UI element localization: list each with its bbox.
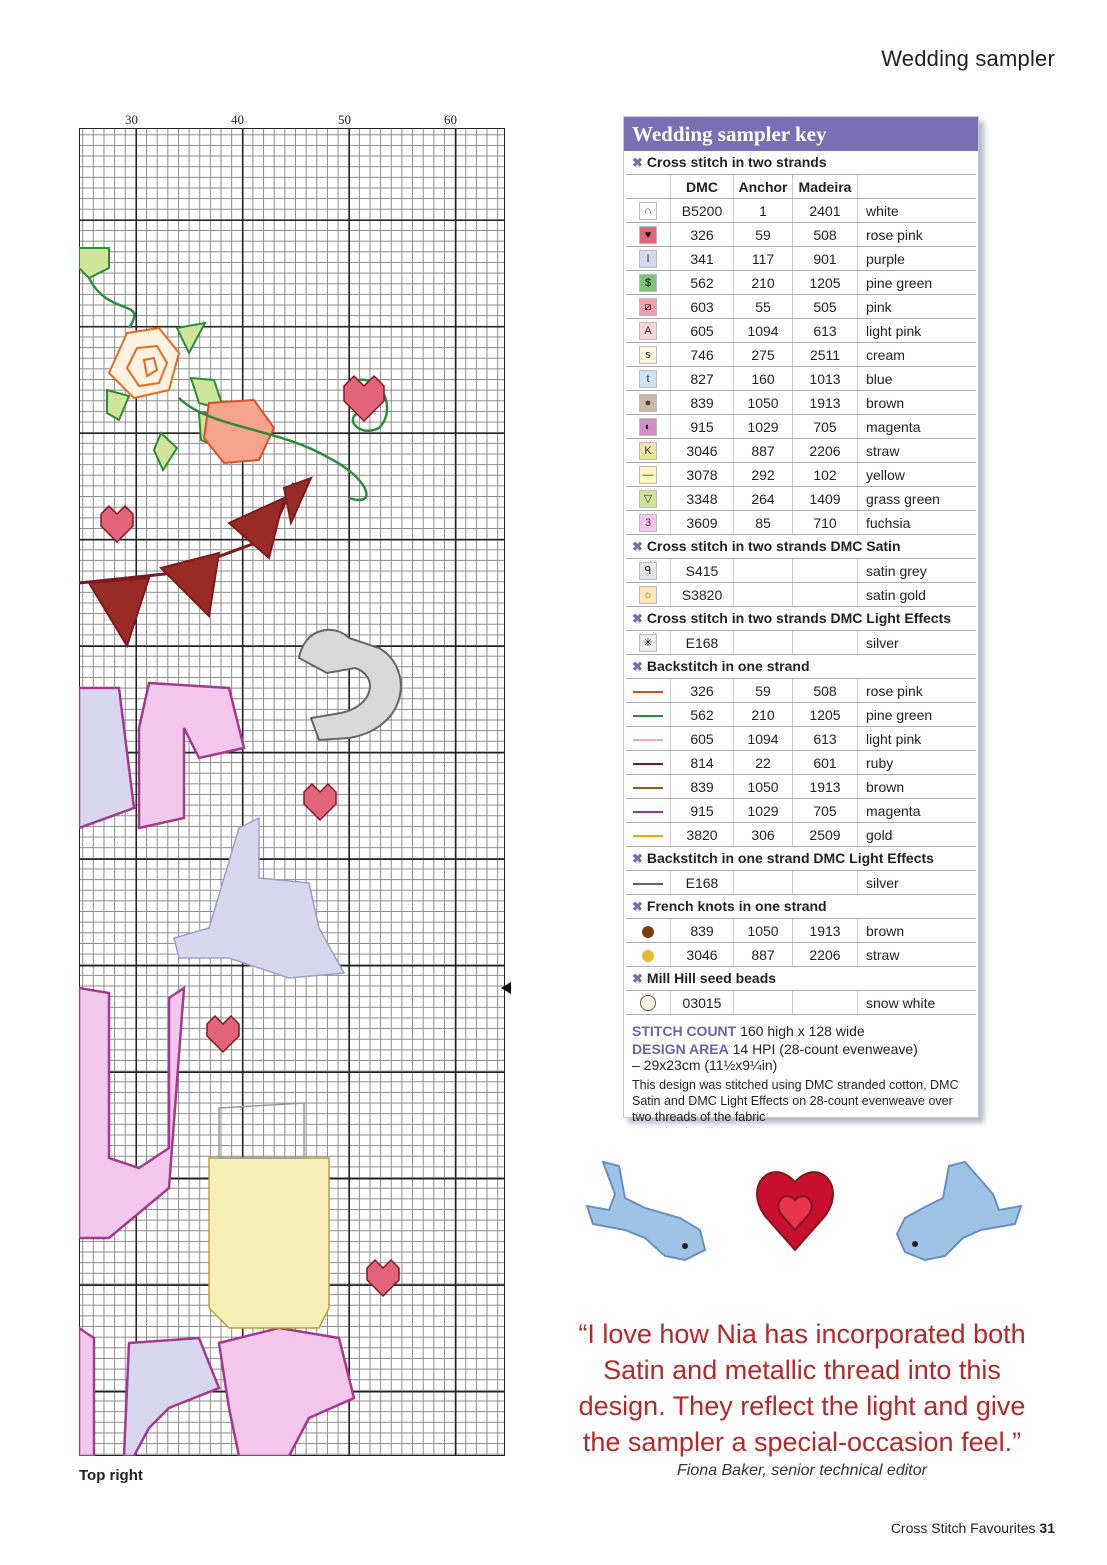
colour-name: blue [858, 367, 977, 391]
stitched-heart [757, 1172, 833, 1250]
madeira-code: 102 [793, 463, 858, 487]
stitch-symbol-icon: A [639, 322, 657, 340]
backstitch-line-icon [633, 763, 663, 765]
backstitch-line-icon [633, 811, 663, 813]
stitch-symbol-icon: I [639, 250, 657, 268]
anchor-code: 55 [734, 295, 793, 319]
colour-name: silver [858, 871, 977, 895]
anchor-code [734, 559, 793, 583]
key-row [626, 775, 976, 799]
anchor-code: 210 [734, 703, 793, 727]
anchor-code: 1094 [734, 319, 793, 343]
anchor-code [734, 871, 793, 895]
key-section-heading [626, 655, 976, 679]
madeira-code: 505 [793, 295, 858, 319]
bird-eye-left [682, 1243, 688, 1249]
anchor-code [734, 583, 793, 607]
stitch-symbol-icon: ● [639, 394, 657, 412]
key-section-title: Backstitch in one strand [646, 658, 810, 674]
colour-name: ruby [858, 751, 977, 775]
key-row [626, 439, 976, 463]
anchor-code: 306 [734, 823, 793, 847]
colour-name: pink [858, 295, 977, 319]
colour-name: magenta [858, 415, 977, 439]
key-row [626, 583, 976, 607]
anchor-code: 1050 [734, 391, 793, 415]
key-section-title: French knots in one strand [646, 898, 827, 914]
cross-icon: ✖ [632, 851, 643, 866]
key-row [626, 391, 976, 415]
colour-name: gold [858, 823, 977, 847]
anchor-code: 275 [734, 343, 793, 367]
key-row [626, 367, 976, 391]
madeira-code: 1913 [793, 391, 858, 415]
wedding-sampler-key [623, 116, 979, 1124]
madeira-code: 710 [793, 511, 858, 535]
dmc-code: 341 [671, 247, 734, 271]
anchor-code: 1050 [734, 919, 793, 943]
key-row [626, 487, 976, 511]
colour-name: satin grey [858, 559, 977, 583]
madeira-code: 2509 [793, 823, 858, 847]
cross-icon: ✖ [632, 971, 643, 986]
key-section-heading [626, 847, 976, 871]
key-row [626, 559, 976, 583]
key-section-title: Cross stitch in two strands DMC Light Effects [646, 610, 952, 626]
key-section-title: Cross stitch in two strands [646, 154, 827, 170]
colour-name: snow white [858, 991, 977, 1015]
colour-name: pine green [858, 703, 977, 727]
anchor-code: 887 [734, 439, 793, 463]
anchor-code: 264 [734, 487, 793, 511]
colour-name: light pink [858, 319, 977, 343]
column-number: 40 [231, 112, 244, 127]
colour-name: brown [858, 391, 977, 415]
key-row [626, 991, 976, 1015]
key-section-heading [626, 895, 976, 919]
key-row [626, 799, 976, 823]
dmc-code: 3078 [671, 463, 734, 487]
madeira-code: 1913 [793, 919, 858, 943]
colour-name: pine green [858, 271, 977, 295]
madeira-code [793, 583, 858, 607]
colour-name: fuchsia [858, 511, 977, 535]
colour-name: brown [858, 919, 977, 943]
bird-eye-right [912, 1241, 918, 1247]
colour-name: yellow [858, 463, 977, 487]
cross-icon: ✖ [632, 659, 643, 674]
dmc-code: E168 [671, 631, 734, 655]
colour-name: rose pink [858, 679, 977, 703]
stitch-symbol-icon: ⧄ [639, 298, 657, 316]
key-row [626, 631, 976, 655]
stitch-symbol-icon: ᑫ [639, 562, 657, 580]
madeira-code: 508 [793, 679, 858, 703]
madeira-code: 705 [793, 415, 858, 439]
anchor-code: 210 [734, 271, 793, 295]
design-area-size: – 29x23cm (11½x9¼in) [632, 1057, 778, 1073]
colour-name: silver [858, 631, 977, 655]
quote-attribution: Fiona Baker, senior technical editor [677, 1462, 927, 1479]
anchor-code: 85 [734, 511, 793, 535]
colour-name: white [858, 199, 977, 223]
dmc-code: 603 [671, 295, 734, 319]
key-section-title: Cross stitch in two strands DMC Satin [646, 538, 901, 554]
madeira-code: 2206 [793, 439, 858, 463]
dmc-code: 605 [671, 727, 734, 751]
key-section-heading [626, 535, 976, 559]
stitch-symbol-icon: ♥ [639, 226, 657, 244]
key-row [626, 727, 976, 751]
dmc-code: 839 [671, 919, 734, 943]
design-area [624, 1039, 978, 1073]
colour-name: satin gold [858, 583, 977, 607]
stitch-symbol-icon: ✳ [639, 634, 657, 652]
madeira-code: 1913 [793, 775, 858, 799]
dmc-code: S3820 [671, 583, 734, 607]
key-row [626, 823, 976, 847]
colour-name: cream [858, 343, 977, 367]
madeira-code: 508 [793, 223, 858, 247]
key-row [626, 223, 976, 247]
colour-name: rose pink [858, 223, 977, 247]
madeira-code [793, 991, 858, 1015]
seed-bead-icon [640, 995, 656, 1011]
key-row [626, 319, 976, 343]
dmc-code: 605 [671, 319, 734, 343]
anchor-code: 1029 [734, 799, 793, 823]
backstitch-line-icon [633, 691, 663, 693]
madeira-code: 1205 [793, 703, 858, 727]
dmc-code: 03015 [671, 991, 734, 1015]
anchor-code: 59 [734, 679, 793, 703]
colour-name: magenta [858, 799, 977, 823]
orange-rose [109, 328, 179, 398]
dmc-code: 814 [671, 751, 734, 775]
backstitch-line-icon [633, 739, 663, 741]
anchor-code: 59 [734, 223, 793, 247]
colour-name: straw [858, 439, 977, 463]
dmc-code: 746 [671, 343, 734, 367]
madeira-code [793, 871, 858, 895]
dmc-code: 326 [671, 223, 734, 247]
stitch-count-value: 160 high x 128 wide [740, 1023, 865, 1039]
key-row [626, 199, 976, 223]
column-number: 30 [125, 112, 138, 127]
dmc-code: B5200 [671, 199, 734, 223]
key-title: Wedding sampler key [624, 117, 978, 151]
key-table [626, 151, 976, 1015]
key-section-heading [626, 607, 976, 631]
dmc-code: 3820 [671, 823, 734, 847]
bird-motif [174, 818, 344, 978]
key-section-heading [626, 151, 976, 175]
anchor-code: 292 [734, 463, 793, 487]
dmc-code: 839 [671, 391, 734, 415]
design-area-label: DESIGN AREA [632, 1041, 729, 1057]
horseshoe-motif [299, 630, 401, 740]
backstitch-line-icon [633, 715, 663, 717]
key-section-title: Backstitch in one strand DMC Light Effects [646, 850, 934, 866]
key-row [626, 271, 976, 295]
center-marker-arrow [501, 982, 511, 994]
anchor-code: 22 [734, 751, 793, 775]
madeira-code: 705 [793, 799, 858, 823]
madeira-code: 613 [793, 319, 858, 343]
madeira-code [793, 559, 858, 583]
stitched-motif-photos [585, 1158, 1025, 1288]
dmc-code: E168 [671, 871, 734, 895]
key-row [626, 703, 976, 727]
key-row [626, 463, 976, 487]
dmc-code: 3046 [671, 439, 734, 463]
key-row [626, 919, 976, 943]
stitch-symbol-icon: — [639, 466, 657, 484]
key-section-heading [626, 967, 976, 991]
backstitch-line-icon [633, 787, 663, 789]
stitch-symbol-icon: t [639, 370, 657, 388]
key-row [626, 679, 976, 703]
madeira-code: 1205 [793, 271, 858, 295]
anchor-code: 160 [734, 367, 793, 391]
anchor-code: 1 [734, 199, 793, 223]
anchor-code: 1094 [734, 727, 793, 751]
dmc-code: 3046 [671, 943, 734, 967]
stitch-count-label: STITCH COUNT [632, 1023, 737, 1039]
chart-caption: Top right [79, 1467, 143, 1484]
stitch-symbol-icon: ◐ [639, 418, 657, 436]
pull-quote: “I love how Nia has incorporated both Satin and metallic thread into this design. They reflect the light and give the sampler a special-occasion feel.” [578, 1319, 1026, 1457]
backstitch-line-icon [633, 835, 663, 837]
stitch-symbol-icon: $ [639, 274, 657, 292]
madeira-code: 2401 [793, 199, 858, 223]
dmc-code: 839 [671, 775, 734, 799]
madeira-code: 2511 [793, 343, 858, 367]
madeira-code: 613 [793, 727, 858, 751]
key-row [626, 415, 976, 439]
stitch-symbol-icon: ▽ [639, 490, 657, 508]
key-column-header: DMC [671, 175, 734, 199]
key-row [626, 295, 976, 319]
madeira-code: 1409 [793, 487, 858, 511]
key-column-header: Anchor [734, 175, 793, 199]
colour-name: grass green [858, 487, 977, 511]
key-column-headers [626, 175, 976, 199]
cross-icon: ✖ [632, 611, 643, 626]
french-knot-icon [642, 950, 654, 962]
colour-name: brown [858, 775, 977, 799]
colour-name: straw [858, 943, 977, 967]
page-header-title: Wedding sampler [881, 46, 1055, 71]
magazine-name: Cross Stitch Favourites [890, 1520, 1036, 1536]
madeira-code: 2206 [793, 943, 858, 967]
key-row [626, 871, 976, 895]
key-section-title: Mill Hill seed beads [646, 970, 777, 986]
dmc-code: 3609 [671, 511, 734, 535]
cross-icon: ✖ [632, 155, 643, 170]
french-knot-icon [642, 926, 654, 938]
column-number: 50 [338, 112, 351, 127]
key-row [626, 247, 976, 271]
madeira-code: 901 [793, 247, 858, 271]
anchor-code: 887 [734, 943, 793, 967]
anchor-code: 1050 [734, 775, 793, 799]
column-number: 60 [444, 112, 457, 127]
cross-icon: ✖ [632, 539, 643, 554]
stitch-count [624, 1015, 978, 1039]
anchor-code [734, 631, 793, 655]
stitch-symbol-icon: ∩ [639, 202, 657, 220]
dmc-code: 562 [671, 703, 734, 727]
key-row [626, 751, 976, 775]
page-number: 31 [1039, 1520, 1055, 1536]
backstitch-line-icon [633, 883, 663, 885]
colour-name: purple [858, 247, 977, 271]
design-area-value: 14 HPI (28-count evenweave) [732, 1041, 918, 1057]
cross-icon: ✖ [632, 899, 643, 914]
colour-name: light pink [858, 727, 977, 751]
dmc-code: S415 [671, 559, 734, 583]
key-note: This design was stitched using DMC stranded cotton, DMC Satin and DMC Light Effects on 28-count evenweave over two threads of the fabric [632, 1078, 959, 1124]
page-footer [891, 1520, 1055, 1536]
stitch-symbol-icon: ☼ [639, 586, 657, 604]
stitch-symbol-icon: s [639, 346, 657, 364]
stitch-symbol-icon: K [639, 442, 657, 460]
dmc-code: 915 [671, 415, 734, 439]
dmc-code: 326 [671, 679, 734, 703]
dmc-code: 562 [671, 271, 734, 295]
dmc-code: 827 [671, 367, 734, 391]
madeira-code: 601 [793, 751, 858, 775]
anchor-code: 1029 [734, 415, 793, 439]
dmc-code: 915 [671, 799, 734, 823]
bunting-flags [79, 478, 311, 646]
anchor-code [734, 991, 793, 1015]
chart-motifs [79, 128, 505, 1456]
key-row [626, 343, 976, 367]
key-row [626, 511, 976, 535]
key-row [626, 943, 976, 967]
cake-motif [209, 1103, 329, 1328]
anchor-code: 117 [734, 247, 793, 271]
key-column-header: Madeira [793, 175, 858, 199]
madeira-code: 1013 [793, 367, 858, 391]
madeira-code [793, 631, 858, 655]
stitch-symbol-icon: 3 [639, 514, 657, 532]
dmc-code: 3348 [671, 487, 734, 511]
